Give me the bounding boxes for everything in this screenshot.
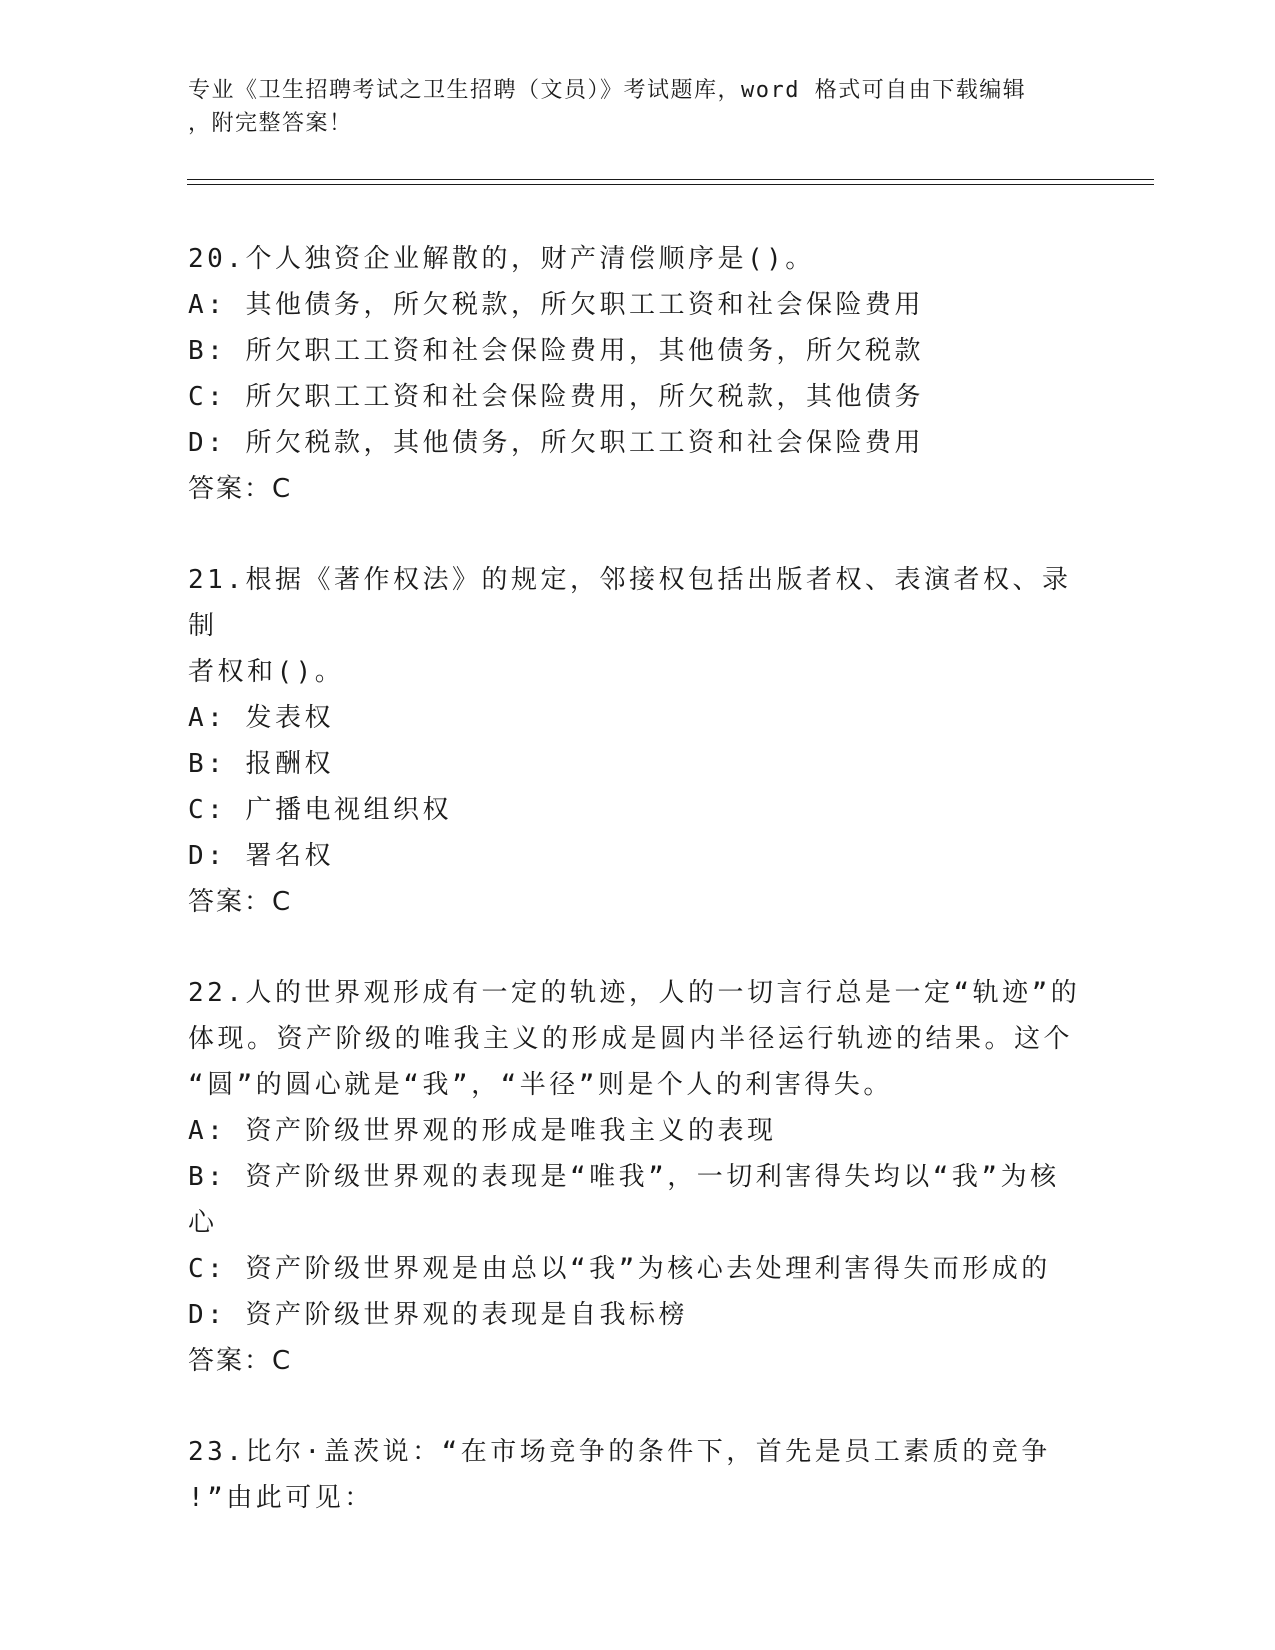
option-a: A: 其他债务，所欠税款，所欠职工工资和社会保险费用 bbox=[188, 290, 924, 320]
question-stem: “圆”的圆心就是“我”，“半径”则是个人的利害得失。 bbox=[188, 1070, 893, 1100]
answer: 答案：C bbox=[188, 1346, 293, 1376]
option-c: C: 广播电视组织权 bbox=[188, 795, 452, 825]
answer: 答案：C bbox=[188, 474, 293, 504]
question-stem: 22.人的世界观形成有一定的轨迹，人的一切言行总是一定“轨迹”的 bbox=[188, 978, 1081, 1008]
question-stem: !”由此可见： bbox=[188, 1483, 374, 1513]
option-b: B: 报酬权 bbox=[188, 749, 334, 779]
option-b: B: 资产阶级世界观的表现是“唯我”，一切利害得失均以“我”为核 bbox=[188, 1162, 1060, 1192]
option-b-continued: 心 bbox=[188, 1208, 218, 1238]
question-stem: 者权和()。 bbox=[188, 657, 345, 687]
question-stem: 体现。资产阶级的唯我主义的形成是圆内半径运行轨迹的结果。这个 bbox=[188, 1024, 1074, 1054]
header-divider-top bbox=[187, 179, 1154, 180]
answer: 答案：C bbox=[188, 887, 293, 917]
header-line-1: 专业《卫生招聘考试之卫生招聘（文员）》考试题库，word 格式可自由下载编辑 bbox=[188, 78, 1027, 103]
question-list bbox=[188, 236, 1088, 1566]
header-line-2: ，附完整答案！ bbox=[188, 111, 353, 136]
question-23 bbox=[188, 1429, 1088, 1521]
question-stem: 20.个人独资企业解散的，财产清偿顺序是()。 bbox=[188, 244, 815, 274]
question-22 bbox=[188, 970, 1088, 1384]
option-d: D: 资产阶级世界观的表现是自我标榜 bbox=[188, 1300, 688, 1330]
option-d: D: 署名权 bbox=[188, 841, 334, 871]
option-c: C: 所欠职工工资和社会保险费用，所欠税款，其他债务 bbox=[188, 382, 924, 412]
option-a: A: 资产阶级世界观的形成是唯我主义的表现 bbox=[188, 1116, 777, 1146]
header-divider-bottom bbox=[187, 184, 1154, 185]
question-20 bbox=[188, 236, 1088, 512]
option-c: C: 资产阶级世界观是由总以“我”为核心去处理利害得失而形成的 bbox=[188, 1254, 1051, 1284]
option-d: D: 所欠税款，其他债务，所欠职工工资和社会保险费用 bbox=[188, 428, 924, 458]
option-b: B: 所欠职工工资和社会保险费用，其他债务，所欠税款 bbox=[188, 336, 924, 366]
document-header bbox=[188, 74, 1088, 140]
question-21 bbox=[188, 557, 1088, 925]
question-stem: 21.根据《著作权法》的规定，邻接权包括出版者权、表演者权、录制 bbox=[188, 565, 1072, 641]
question-stem: 23.比尔·盖茨说：“在市场竞争的条件下，首先是员工素质的竞争 bbox=[188, 1437, 1051, 1467]
option-a: A: 发表权 bbox=[188, 703, 334, 733]
